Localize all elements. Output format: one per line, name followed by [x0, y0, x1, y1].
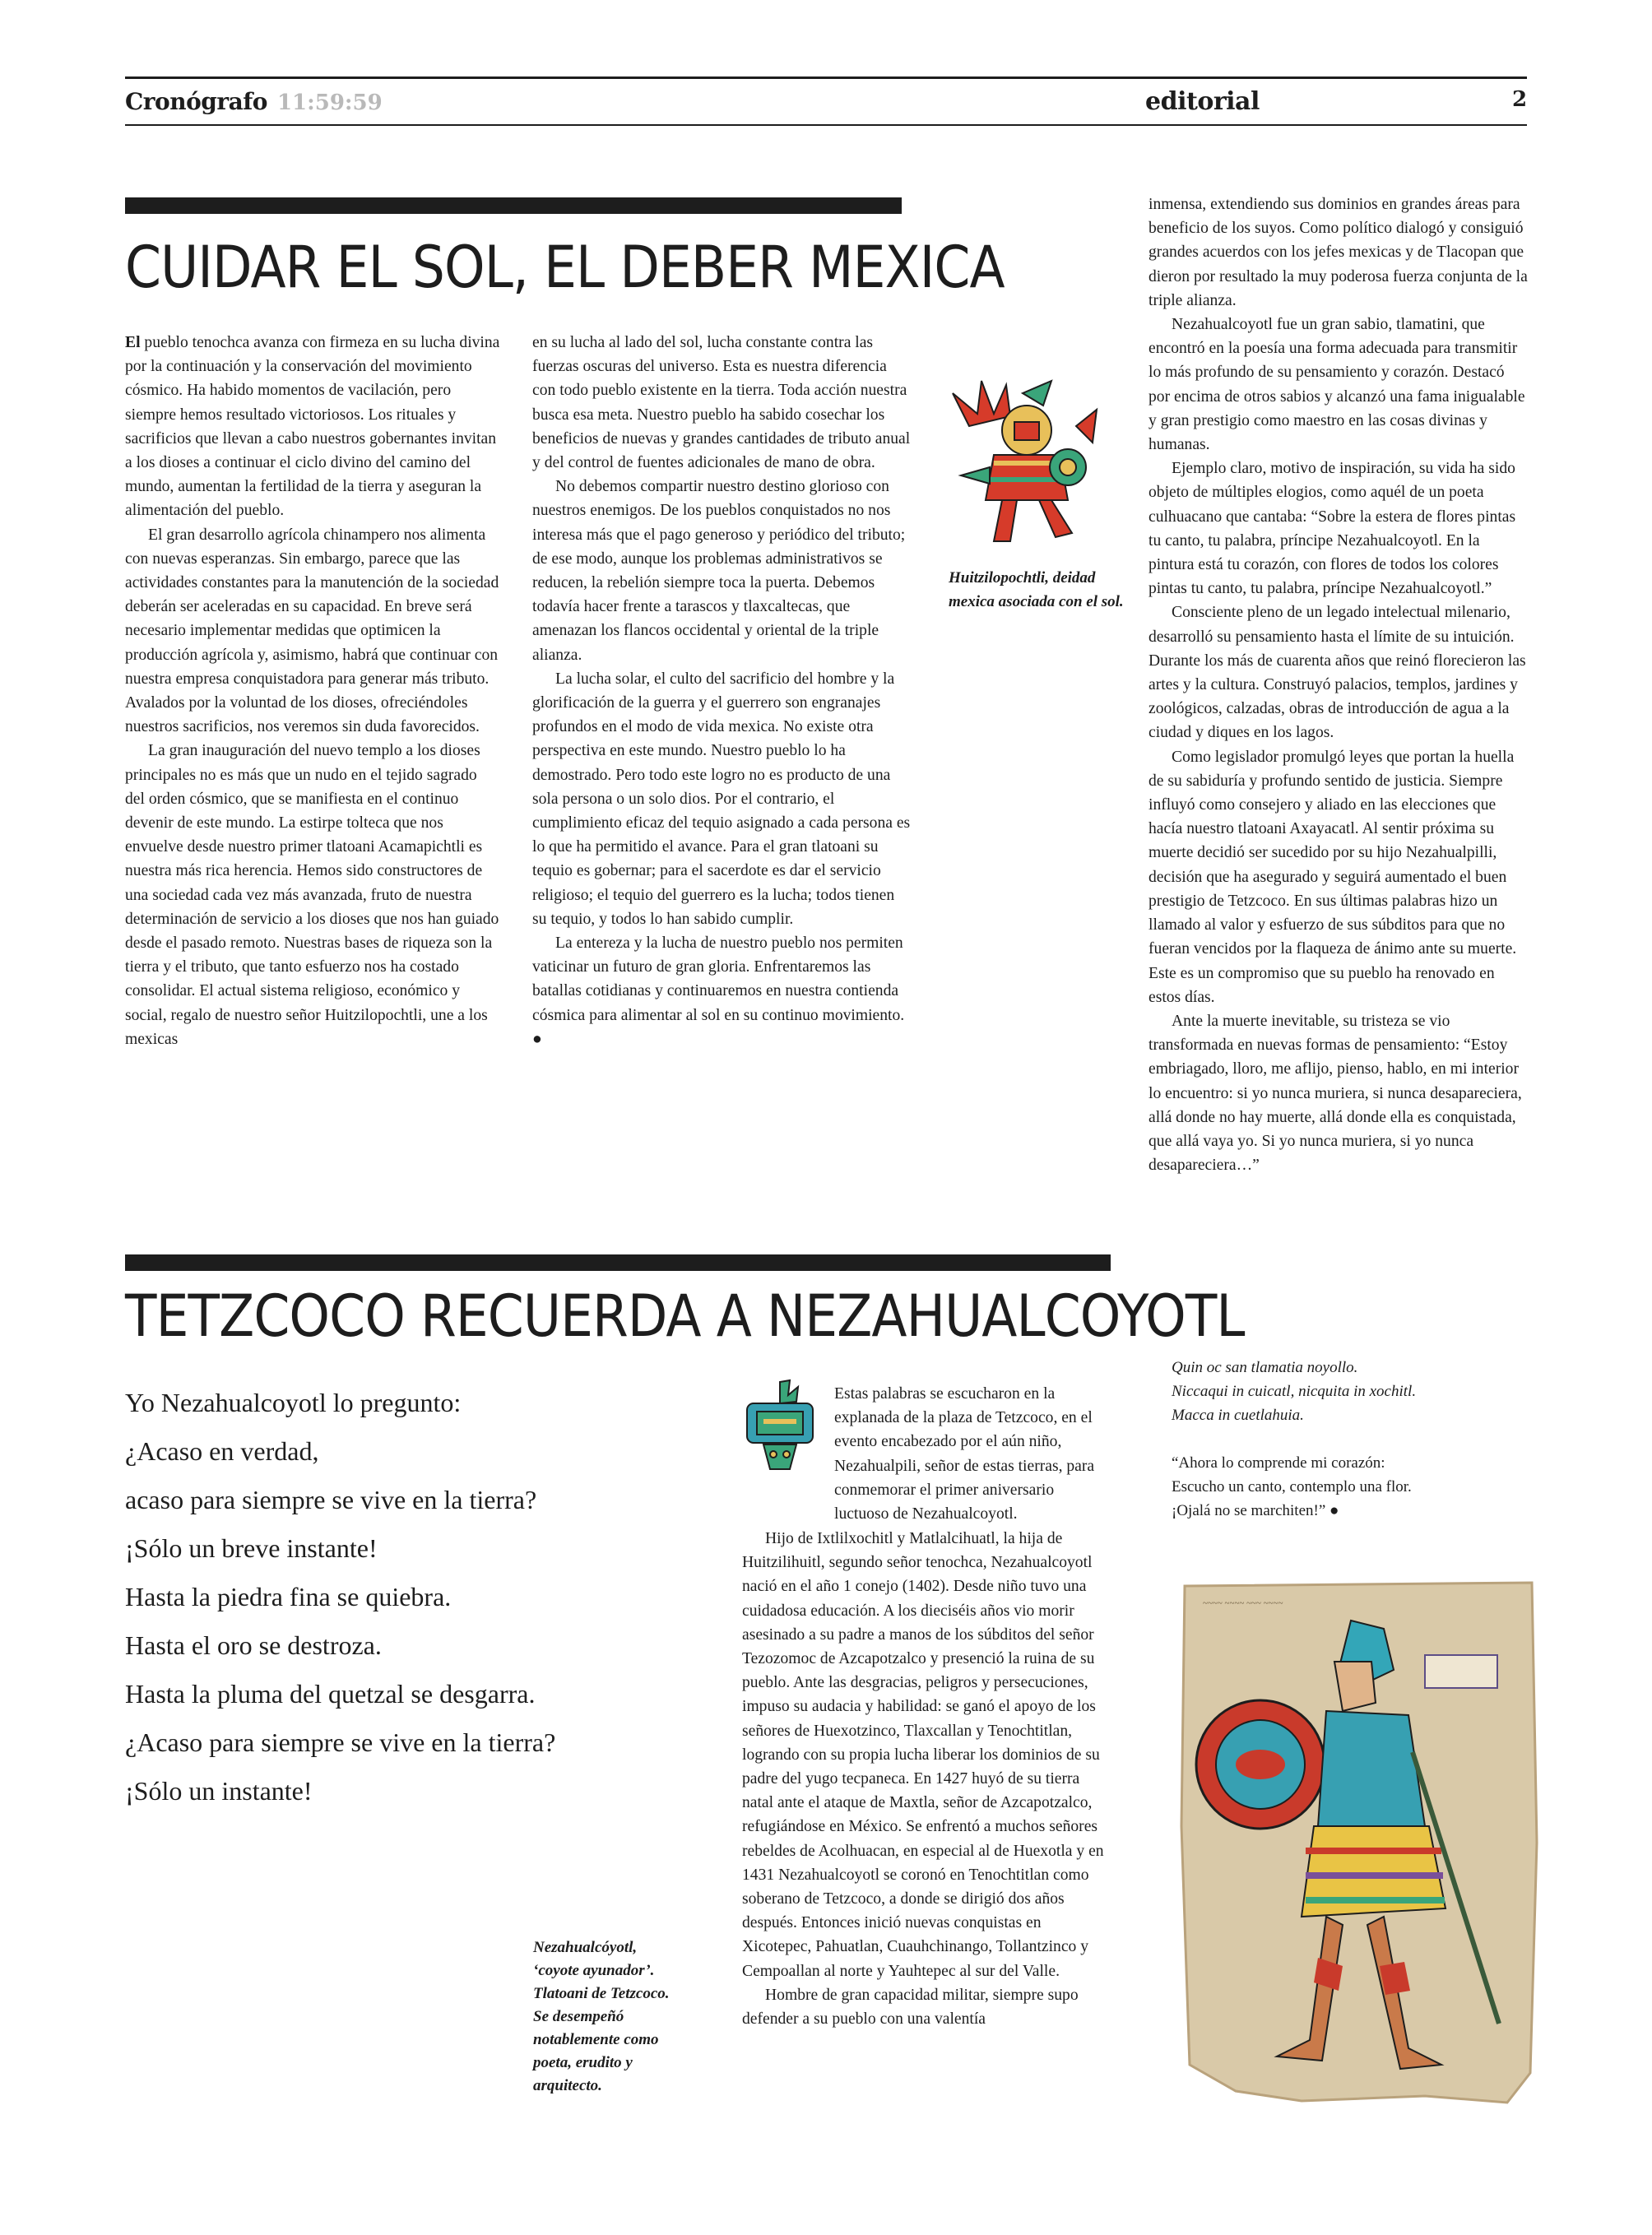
article2-body — [742, 1527, 1111, 2031]
huitzilopochtli-illustration — [944, 377, 1106, 549]
header-top-rule — [125, 77, 1527, 79]
article2-caption: Nezahualcóyotl, ‘coyote ayunador’. Tlatoani de Tetzcoco. Se desempeñó notablemente como poeta, erudito y arquitecto. — [533, 1939, 670, 2094]
drop-word: El — [125, 334, 141, 351]
poem-line: Hasta la piedra fina se quiebra. — [125, 1582, 452, 1611]
article1-col1-p1 — [125, 331, 500, 523]
nahuatl-line: Macca in cuetlahuia. — [1172, 1407, 1304, 1424]
nezahualcoyotl-warrior-painting — [1178, 1579, 1540, 2106]
brand-name: Cronógrafo — [125, 88, 267, 115]
poem-line: ¡Sólo un breve instante! — [125, 1533, 378, 1563]
header-brand — [125, 88, 383, 115]
right-col-p3: Ejemplo claro, motivo de inspiración, su vida ha sido objeto de múltiples elogios, como aquél de un poeta culhuacano que cantaba: “Sobre la estera de flores pintas tu canto, tu palabra, príncipe Nezahualcoyotl. En la pintura está tu corazón, con flores de todos los colores pintas tu canto, tu palabra, príncipe Nezahualcoyotl.” — [1149, 460, 1516, 598]
right-col-p6: Ante la muerte inevitable, su tristeza se vio transformada en nuevas formas de pensamiento: “Estoy embriagado, lloro, me aflijo, pienso, hablo, en mi interior lo encuentro: si yo nunca muriera, si nunca desapareciera, allá donde no hay muerte, allá donde ella es conquistada, que allá vaya yo. Si yo nunca muriera, si yo nunca desapareciera…” — [1149, 1012, 1522, 1175]
poem-line: acaso para siempre se vive en la tierra? — [125, 1485, 537, 1514]
article1-col2-p4: La entereza y la lucha de nuestro pueblo nos permiten vaticinar un futuro de gran gloria. Enfrentaremos las batallas cotidianas y continuaremos en nuestra contienda cósmica para alimentar al sol en su continuo movimiento. ● — [532, 934, 905, 1048]
quote-line: ¡Ojalá no se marchiten!” ● — [1172, 1502, 1339, 1519]
poem-line: Hasta el oro se destroza. — [125, 1630, 382, 1660]
header-bottom-rule — [125, 124, 1527, 126]
right-column — [1149, 192, 1529, 1177]
right-col-p4: Consciente pleno de un legado intelectual milenario, desarrolló su pensamiento hasta el límite de su intuición. Durante los más de cuarenta años que reinó florecieron las artes y la cultura. Construyó palacios, templos, jardines y zoológicos, calzadas, obras de introducción de agua a la ciudad y diques en los lagos. — [1149, 604, 1526, 742]
article1-col1 — [125, 331, 500, 1051]
page-number: 2 — [1512, 87, 1527, 112]
article1-col2 — [532, 331, 912, 1051]
right-col-p5: Como legislador promulgó leyes que portan la huella de su sabiduría y profundo sentido de justicia. Siempre influyó como consejero y aliado en las elecciones que hacía nuestro tlatoani Axayacatl. Al sentir próxima su muerte decidió ser sucedido por su hijo Nezahualpilli, decisión que ha asegurado y seguirá aumentado el buen prestigio de Tetzcoco. En sus últimas palabras hizo un llamado al valor y esfuerzo de sus súbditos para que no fueran vencidos por la flaqueza de ánimo ante su muerte. Este es un compromiso que su pueblo ha renovado en estos días. — [1149, 748, 1517, 1006]
right-col-p1: inmensa, extendiendo sus dominios en grandes áreas para beneficio de los suyos. Como político dialogó y consiguió grandes acuerdos con los jefes mexicas y de Tlacopan que dieron por resultado la muy poderosa fuerza conjunta de la triple alianza. — [1149, 196, 1528, 309]
poem-line: ¿Acaso en verdad, — [125, 1436, 319, 1466]
header-time: 11:59:59 — [276, 90, 383, 115]
article1-caption: Huitzilopochtli, deidad mexica asociada con el sol. — [949, 569, 1124, 610]
article2-intro: Estas palabras se escucharon en la explanada de la plaza de Tetzcoco, en el evento encabezado por el aún niño, Nezahualpili, señor de estas tierras, para conmemorar el primer aniversario luctuoso de Nezahualcoyotl. — [834, 1385, 1095, 1523]
section-label: editorial — [1145, 87, 1260, 116]
article2-p2: Hombre de gran capacidad militar, siempre supo defender a su pueblo con una valentía — [742, 1986, 1079, 2029]
translation-verse — [1172, 1451, 1412, 1523]
poem-line: Yo Nezahualcoyotl lo pregunto: — [125, 1388, 462, 1417]
article1-col2-p3: La lucha solar, el culto del sacrificio del hombre y la glorificación de la guerra y el guerrero son engranajes profundos en el modo de vida mexica. No existe otra perspectiva en este mundo. Nuestro pueblo lo ha demostrado. Pero todo este logro no es producto de una sola persona o un solo dios. Por el contrario, el cumplimiento eficaz del tequio asignado a cada persona es lo que ha permitido el avance. Para el gran tlatoani su tequio es gobernar; para el sacerdote es dar el servicio religioso; el tequio del guerrero es la lucha; todos tienen su tequio, y todos lo han sabido cumplir. — [532, 670, 911, 928]
article1-bar — [125, 197, 902, 214]
quote-line: Escucho un canto, contemplo una flor. — [1172, 1478, 1412, 1495]
poem-line: ¡Sólo un instante! — [125, 1776, 313, 1806]
article1-col1-p1-text: pueblo tenochca avanza con firmeza en su lucha divina por la continuación y la conservación del movimiento cósmico. Ha habido momentos de vacilación, pero siempre hemos resultado victoriosos. Los rituales y sacrificios que llevan a cabo nuestros gobernantes invitan a los dioses a continuar el ciclo divino del camino del mundo, aumentan la fertilidad de la tierra y aseguran la alimentación del pueblo. — [125, 334, 500, 520]
poem — [125, 1379, 684, 1815]
article1-col1-p3: La gran inauguración del nuevo templo a los dioses principales no es más que un nudo en el tejido sagrado del orden cósmico, que se manifiesta en el continuo devenir de este mundo. La estirpe tolteca que nos envuelve desde nuestro primer tlatoani Acamapichtli es nuestra más rica herencia. Hemos sido constructores de una sociedad cada vez más avanzada, fruto de nuestra determinación de servicio a los dioses que nos han guiado desde el pasado remoto. Nuestras bases de riqueza son la tierra y el tributo, que tanto esfuerzo nos ha costado consolidar. El actual sistema religioso, económico y social, regalo de nuestro señor Huitzilopochtli, une a los mexicas — [125, 742, 499, 1048]
article1-headline: CUIDAR EL SOL, EL DEBER MEXICA — [125, 234, 1005, 301]
article2-p1: Hijo de Ixtlilxochitl y Matlalcihuatl, la hija de Huitzilihuitl, segundo señor tenochca, Nezahualcoyotl nació en el año 1 conejo (1402). Desde niño tuvo una cuidadosa educación. A los dieciséis años vio morir asesinado a su padre a manos de los súbditos del señor Tezozomoc de Azcapotzalco y presenció la ruina de su pueblo. Ante las desgracias, peligros y persecuciones, impuso su audacia y habilidad: se ganó el apoyo de los señores de Huexotzinco, Tlaxcallan y Tenochtitlan, logrando con su propia lucha liberar los dominios de su padre del yugo tecpaneca. En 1427 huyó de su tierra natal ante el ataque de Maxtla, señor de Azcapotzalco, refugiándose en México. Se enfrentó a muchos señores rebeldes de Acolhuacan, en especial al de Huexotla y en 1431 Nezahualcoyotl se coronó en Tenochtitlan como soberano de Tetzcoco, a donde se dirigió dos años después. Entonces inició nuevas conquistas en Xicotepec, Pahuatlan, Cuauhchinango, Tollantzinco y Cempoallan al norte y Yauhtepec al sur del Valle. — [742, 1530, 1104, 1980]
article2-headline: TETZCOCO RECUERDA A NEZAHUALCOYOTL — [125, 1282, 1245, 1350]
quote-line: “Ahora lo comprende mi corazón: — [1172, 1454, 1385, 1472]
svg-text:~~~~ ~~~~ ~~~ ~~~~: ~~~~ ~~~~ ~~~ ~~~~ — [1203, 1598, 1283, 1608]
nahuatl-line: Niccaqui in cuicatl, nicquita in xochitl. — [1172, 1383, 1417, 1400]
article1-col2-p1: en su lucha al lado del sol, lucha constante contra las fuerzas oscuras del universo. Esta es nuestra diferencia con todo pueblo existente en la tierra. Toda acción nuestra busca esa meta. Nuestro pueblo ha sabido cosechar los beneficios de nuevas y grandes cantidades de tributo anual y del control de fuentes adicionales de mano de obra. — [532, 334, 911, 472]
nahuatl-verse — [1172, 1356, 1416, 1427]
article1-col2-p2: No debemos compartir nuestro destino glorioso con nuestros enemigos. De los pueblos conquistados no nos interesa más que el pago generoso y periódico del tributo; de ese modo, aunque los problemas administrativos se reducen, la rebelión siempre toca la puerta. Debemos todavía hacer frente a tarascos y tlaxcaltecas, que amenazan los flancos occidental y oriental de la triple alianza. — [532, 478, 906, 664]
tetzcoco-glyph-icon — [739, 1379, 821, 1472]
poem-line: Hasta la pluma del quetzal se desgarra. — [125, 1679, 536, 1709]
poem-line: ¿Acaso para siempre se vive en la tierra? — [125, 1727, 556, 1757]
article2-bar — [125, 1254, 1111, 1271]
right-col-p2: Nezahualcoyotl fue un gran sabio, tlamatini, que encontró en la poesía una forma adecuada para transmitir lo más profundo de su pensamiento y corazón. Destacó por encima de otros sabios y alcanzó una fama inigualable y gran prestigio como maestro en las cosas divinas y humanas. — [1149, 316, 1525, 454]
nahuatl-line: Quin oc san tlamatia noyollo. — [1172, 1359, 1358, 1376]
article1-col1-p2: El gran desarrollo agrícola chinampero nos alimenta con nuevas esperanzas. Sin embargo, parece que las actividades constantes para la manutención de la sociedad deberán ser aceleradas en su capacidad. En breve será necesario implementar medidas que optimicen la producción agrícola y, asimismo, habrá que continuar con nuestra empresa conquistadora para generar más tributo. Avalados por la voluntad de los dioses, ofreciéndoles nuestros sacrificios, nos veremos sin duda favorecidos. — [125, 526, 499, 736]
